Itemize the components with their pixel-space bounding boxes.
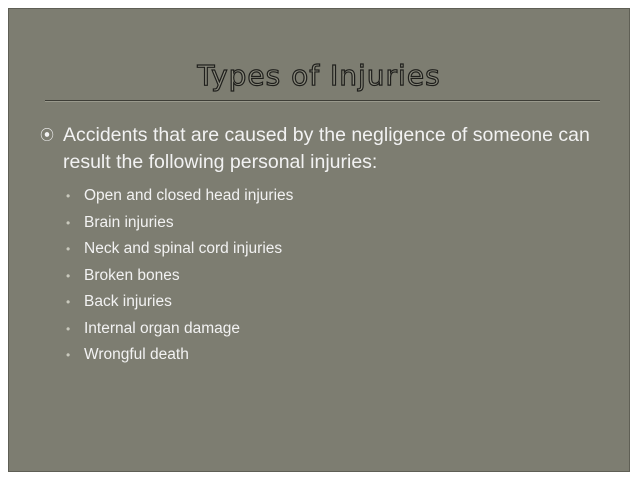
small-dot-bullet-icon: • bbox=[66, 295, 71, 309]
list-item-label: Wrongful death bbox=[84, 346, 189, 363]
list-item-label: Internal organ damage bbox=[84, 319, 240, 337]
list-item-label: Open and closed head injuries bbox=[84, 187, 294, 204]
list-item bbox=[66, 264, 600, 291]
list-item-label: Broken bones bbox=[84, 266, 180, 284]
small-dot-bullet-icon: • bbox=[66, 215, 71, 230]
lead-paragraph bbox=[40, 122, 600, 176]
list-item-label: Neck and spinal cord injuries bbox=[84, 240, 283, 257]
list-item bbox=[66, 184, 600, 211]
list-item-label: Brain injuries bbox=[84, 213, 174, 231]
injury-list bbox=[40, 184, 600, 370]
small-dot-bullet-icon: • bbox=[66, 242, 71, 256]
small-dot-bullet-icon: • bbox=[66, 321, 71, 336]
list-item bbox=[66, 343, 600, 370]
list-item bbox=[66, 237, 600, 264]
small-dot-bullet-icon: • bbox=[66, 268, 71, 283]
list-item bbox=[66, 211, 600, 238]
list-item bbox=[66, 290, 600, 317]
list-item bbox=[66, 317, 600, 344]
title-divider bbox=[45, 100, 600, 101]
small-dot-bullet-icon: • bbox=[66, 189, 71, 203]
small-dot-bullet-icon: • bbox=[66, 348, 71, 362]
slide-body bbox=[40, 122, 600, 370]
slide-title: Types of Injuries bbox=[197, 59, 441, 92]
circled-dot-bullet-icon: ⦿ bbox=[40, 127, 54, 143]
lead-text: Accidents that are caused by the negligence of someone can result the following personal injuries: bbox=[63, 124, 590, 173]
list-item-label: Back injuries bbox=[84, 293, 172, 310]
